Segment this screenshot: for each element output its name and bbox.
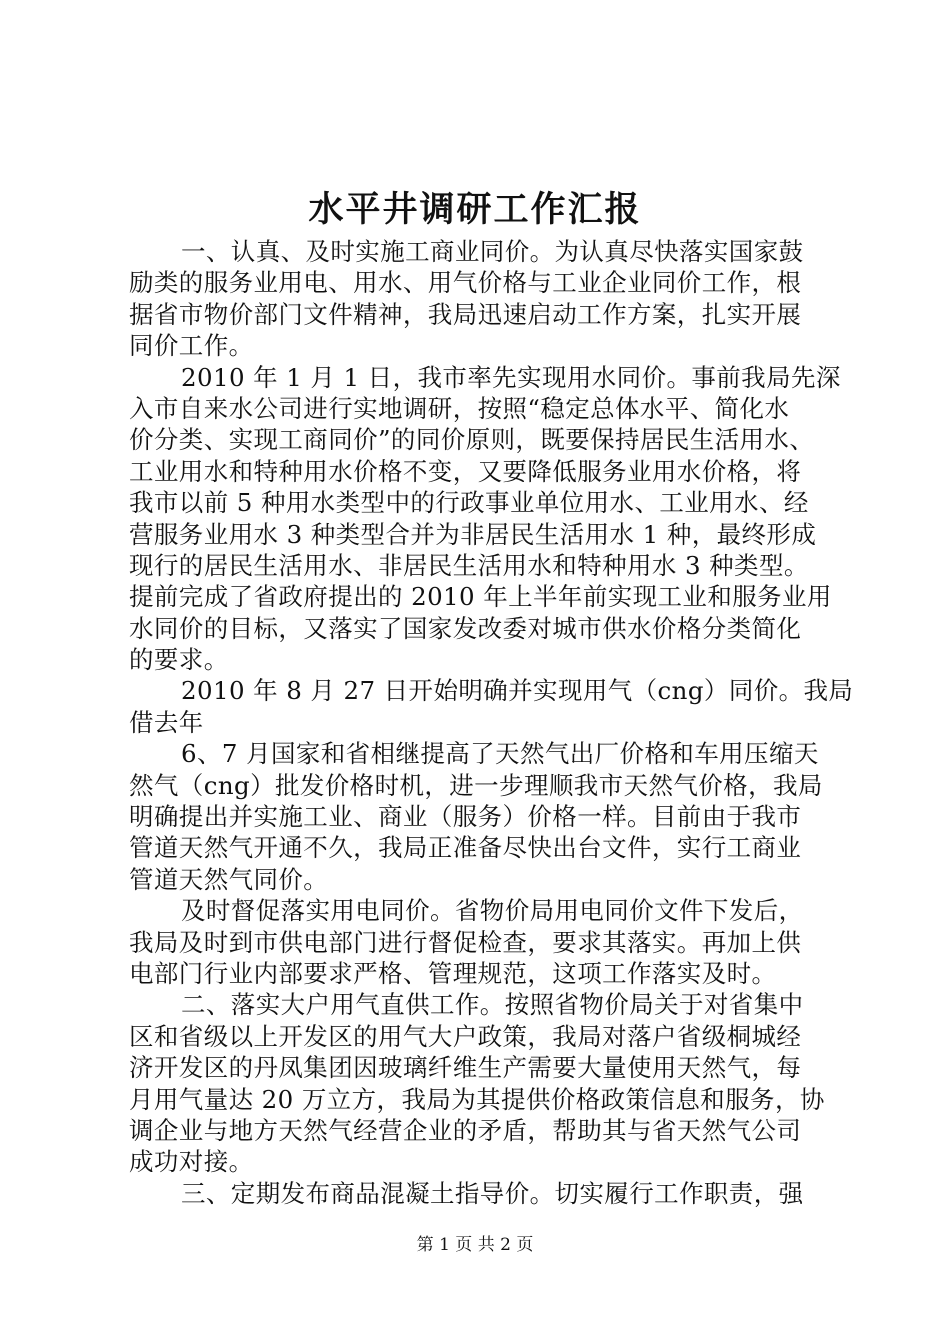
text-line: 二、落实大户用气直供工作。按照省物价局关于对省集中 bbox=[181, 990, 804, 1020]
text-line: 管道天然气同价。 bbox=[129, 864, 329, 894]
text-line: 6、7 月国家和省相继提高了天然气出厂价格和车用压缩天 bbox=[181, 739, 819, 769]
text-line: 工业用水和特种用水价格不变，又要降低服务业用水价格，将 bbox=[129, 456, 802, 486]
text-line: 现行的居民生活用水、非居民生活用水和特种用水 3 种类型。 bbox=[129, 550, 809, 580]
text-line: 调企业与地方天然气经营企业的矛盾，帮助其与省天然气公司 bbox=[129, 1115, 802, 1145]
text-line: 一、认真、及时实施工商业同价。为认真尽快落实国家鼓 bbox=[181, 237, 804, 266]
text-line: 月用气量达 20 万立方，我局为其提供价格政策信息和服务，协 bbox=[129, 1084, 825, 1114]
text-line: 济开发区的丹凤集团因玻璃纤维生产需要大量使用天然气，每 bbox=[129, 1053, 802, 1083]
text-line: 明确提出并实施工业、商业（服务）价格一样。目前由于我市 bbox=[129, 802, 802, 832]
text-line: 借去年 bbox=[129, 707, 204, 737]
text-line: 然气（cng）批发价格时机，进一步理顺我市天然气价格，我局 bbox=[129, 770, 823, 800]
text-line: 我局及时到市供电部门进行督促检查，要求其落实。再加上供 bbox=[129, 927, 802, 957]
text-line: 成功对接。 bbox=[129, 1147, 254, 1177]
text-line: 我市以前 5 种用水类型中的行政事业单位用水、工业用水、经 bbox=[129, 488, 809, 518]
text-line: 的要求。 bbox=[129, 645, 229, 675]
text-line: 励类的服务业用电、用水、用气价格与工业企业同价工作，根 bbox=[129, 268, 802, 298]
text-line: 及时督促落实用电同价。省物价局用电同价文件下发后， bbox=[181, 896, 804, 926]
page-footer: 第 1 页 共 2 页 bbox=[416, 1235, 534, 1255]
text-line: 区和省级以上开发区的用气大户政策，我局对落户省级桐城经 bbox=[129, 1021, 802, 1051]
text-line: 管道天然气开通不久，我局正准备尽快出台文件，实行工商业 bbox=[129, 833, 802, 863]
text-line: 三、定期发布商品混凝土指导价。切实履行工作职责，强 bbox=[181, 1178, 804, 1208]
text-line: 水同价的目标，又落实了国家发改委对城市供水价格分类简化 bbox=[129, 613, 802, 643]
text-line: 2010 年 1 月 1 日，我市率先实现用水同价。事前我局先深 bbox=[181, 362, 841, 392]
text-line: 入市自来水公司进行实地调研，按照“稳定总体水平、简化水 bbox=[129, 393, 790, 423]
text-line: 提前完成了省政府提出的 2010 年上半年前实现工业和服务业用 bbox=[129, 582, 832, 612]
text-line: 据省市物价部门文件精神，我局迅速启动工作方案，扎实开展 bbox=[129, 299, 802, 329]
text-line: 同价工作。 bbox=[129, 331, 254, 361]
text-line: 电部门行业内部要求严格、管理规范，这项工作落实及时。 bbox=[129, 958, 777, 988]
text-line: 营服务业用水 3 种类型合并为非居民生活用水 1 种，最终形成 bbox=[129, 519, 817, 549]
document-title: 水平井调研工作汇报 bbox=[308, 189, 642, 230]
document-body bbox=[129, 236, 854, 1209]
text-line: 2010 年 8 月 27 日开始明确并实现用气（cng）同价。我局 bbox=[181, 676, 854, 706]
text-line: 价分类、实现工商同价”的同价原则，既要保持居民生活用水、 bbox=[129, 425, 815, 455]
